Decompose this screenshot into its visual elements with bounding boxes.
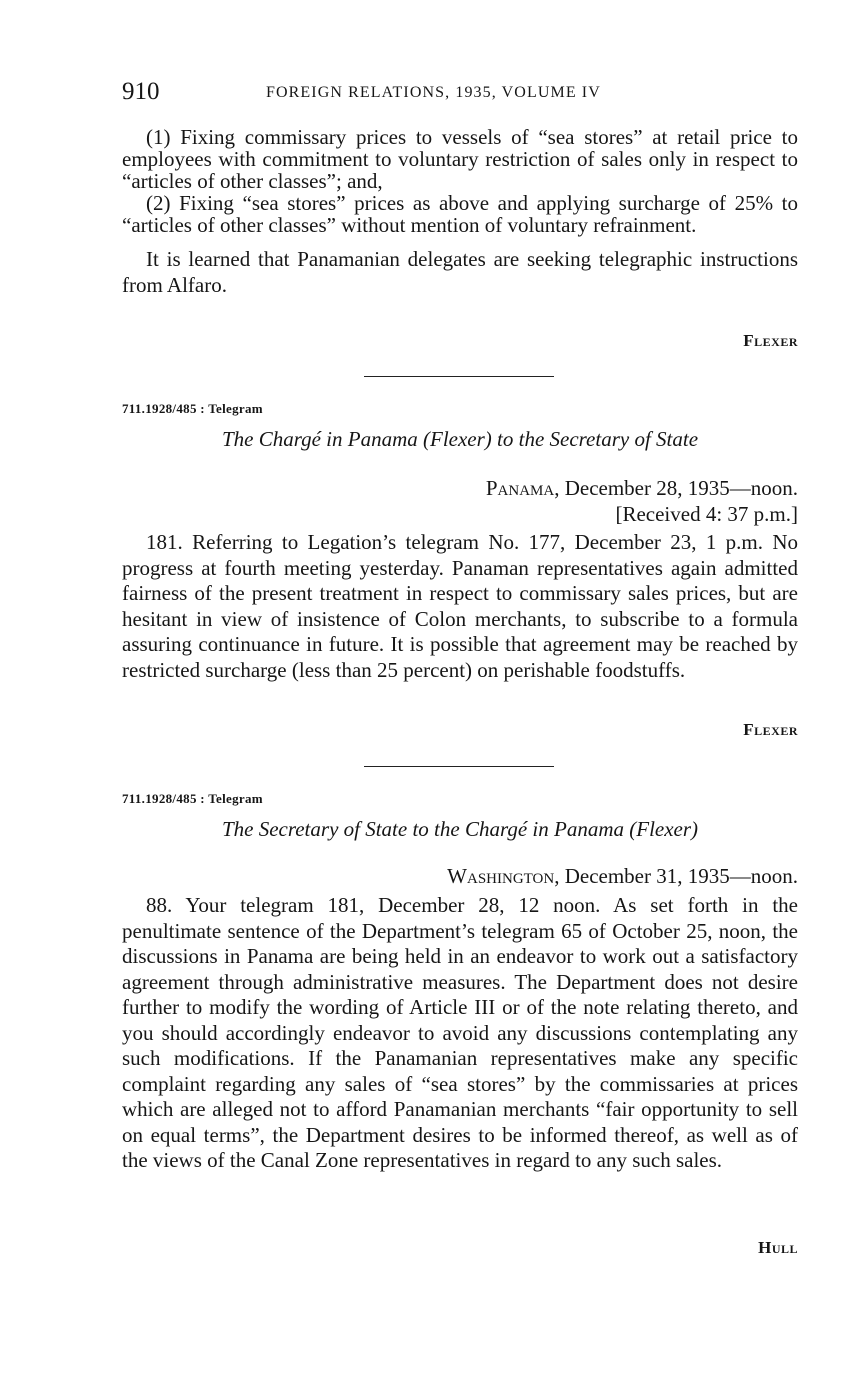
- dateline-date: December 28, 1935—noon.: [559, 476, 798, 500]
- dateline-place: Washington,: [447, 864, 560, 888]
- received-note: [Received 4: 37 p.m.]: [615, 502, 798, 526]
- previous-telegram-continuation: [122, 126, 798, 298]
- telegram-body: [122, 530, 798, 683]
- list-item-2: (2) Fixing “sea stores” prices as above and applying surcharge of 25% to “articles of other classes” without mention of voluntary refrainment.: [122, 191, 798, 237]
- telegram-text: 181. Referring to Legation’s telegram No. 177, December 23, 1 p.m. No progress at fourth meeting yesterday. Panaman representatives again admitted fairness of the present treatment in respect to commissary sales prices, but are hesitant in view of insistence of Colon merchants, to subscribe to a formula assuring continuance in future. It is possible that agreement may be reached by restricted surcharge (less than 25 percent) on perishable foodstuffs.: [122, 530, 798, 682]
- signature-flexer-1: Flexer: [743, 331, 798, 350]
- document-title: The Chargé in Panama (Flexer) to the Secretary of State: [221, 427, 699, 451]
- document-title: The Secretary of State to the Chargé in Panama (Flexer): [221, 817, 699, 841]
- paragraph: It is learned that Panamanian delegates are seeking telegraphic instructions from Alfaro.: [122, 247, 798, 297]
- page-number: 910: [122, 78, 160, 105]
- dateline: [486, 476, 798, 501]
- telegram-body: [122, 893, 798, 1174]
- section-divider: [364, 766, 554, 767]
- signature-hull: Hull: [758, 1238, 798, 1257]
- dateline-date: December 31, 1935—noon.: [559, 864, 798, 888]
- running-head: FOREIGN RELATIONS, 1935, VOLUME IV: [266, 84, 601, 101]
- file-number: 711.1928/485 : Telegram: [122, 791, 263, 806]
- dateline-place: Panama,: [485, 476, 560, 500]
- page-header: [122, 78, 798, 110]
- dateline: [447, 864, 798, 889]
- list-item-1: (1) Fixing commissary prices to vessels of “sea stores” at retail price to employees with commitment to voluntary restriction of sales only in respect to “articles of other classes”; and,: [122, 125, 798, 193]
- file-number: 711.1928/485 : Telegram: [122, 401, 263, 416]
- section-divider: [364, 376, 554, 377]
- telegram-text: 88. Your telegram 181, December 28, 12 noon. As set forth in the penultimate sentence of the Department’s telegram 65 of October 25, noon, the discussions in Panama are being held in an endeavor to work out a satisfactory agreement through administrative measures. The Department does not desire further to modify the wording of Article III or of the note relating thereto, and you should accordingly endeavor to avoid any discussions contemplating any such modifications. If the Panamanian representatives make any specific complaint regarding any sales of “sea stores” by the commissaries at prices which are alleged not to afford Panamanian merchants “fair opportunity to sell on equal terms”, the Department desires to be informed thereof, as well as of the views of the Canal Zone representatives in regard to any such sales.: [122, 893, 798, 1172]
- signature-flexer-2: Flexer: [743, 720, 798, 739]
